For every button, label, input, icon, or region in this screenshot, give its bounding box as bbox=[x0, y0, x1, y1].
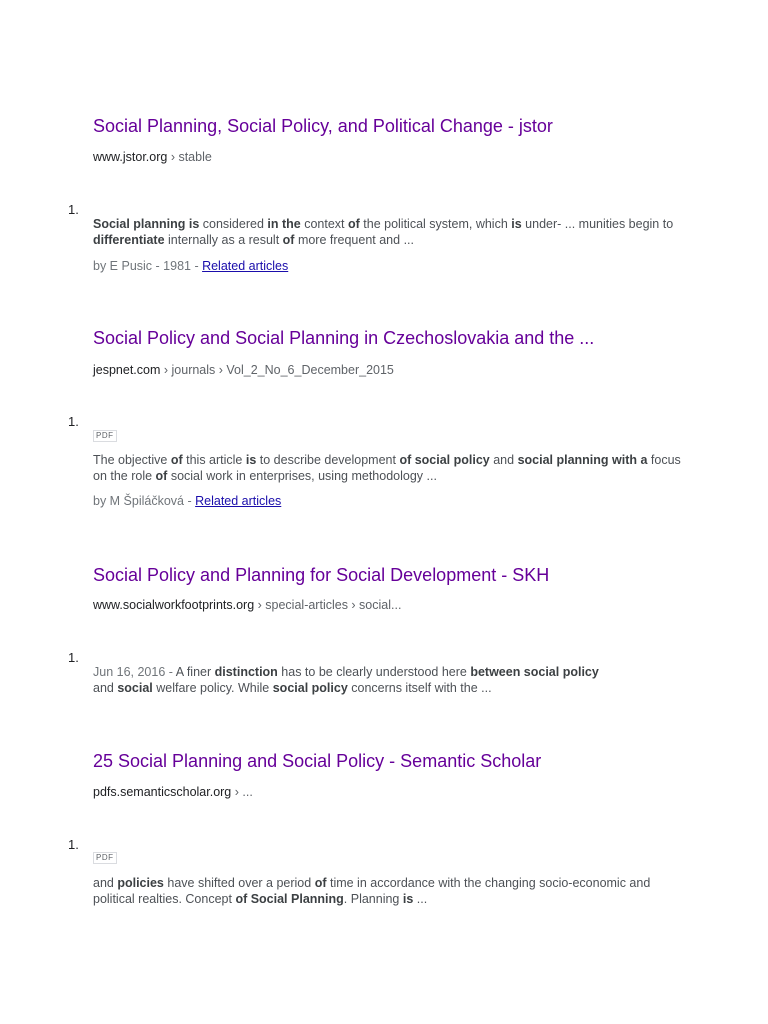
snippet-text: more frequent and ... bbox=[294, 233, 414, 247]
snippet-text: and bbox=[489, 453, 518, 467]
snippet-text: concerns itself with the ... bbox=[347, 681, 492, 695]
snippet-highlight: social planning with a bbox=[517, 453, 648, 467]
snippet-highlight: of Social Planning bbox=[235, 892, 344, 906]
snippet-highlight: distinction bbox=[214, 665, 278, 679]
snippet-highlight: of bbox=[170, 453, 183, 467]
result-path: › ... bbox=[231, 785, 253, 799]
result-author-year: by E Pusic - 1981 - bbox=[93, 259, 203, 273]
snippet-highlight: social bbox=[117, 681, 153, 695]
snippet-text: A finer bbox=[175, 665, 215, 679]
result-snippet bbox=[93, 875, 683, 907]
result-url bbox=[93, 362, 394, 378]
result-author-year: by M Špiláčková - bbox=[93, 494, 196, 508]
snippet-highlight: of bbox=[314, 876, 327, 890]
snippet-highlight: between social policy bbox=[470, 665, 599, 679]
snippet-text: and bbox=[93, 681, 118, 695]
snippet-highlight: social policy bbox=[272, 681, 348, 695]
snippet-text: to describe development bbox=[256, 453, 400, 467]
result-path: › stable bbox=[167, 150, 212, 164]
result-meta bbox=[93, 258, 288, 274]
snippet-highlight: of bbox=[155, 469, 168, 483]
snippet-highlight: in the bbox=[267, 217, 301, 231]
list-number: 1. bbox=[68, 650, 79, 665]
snippet-text: have shifted over a period bbox=[163, 876, 315, 890]
snippet-highlight: of bbox=[347, 217, 360, 231]
related-articles-link[interactable]: Related articles bbox=[195, 494, 282, 508]
snippet-text: . Planning bbox=[343, 892, 403, 906]
snippet-text: considered bbox=[199, 217, 268, 231]
result-path: › special-articles › social... bbox=[254, 598, 402, 612]
snippet-text: context bbox=[300, 217, 348, 231]
snippet-text: time in accordance with the changing socio-economic and political realties. Concept bbox=[93, 876, 651, 906]
snippet-text: has to be clearly understood here bbox=[277, 665, 471, 679]
result-title-link[interactable]: 25 Social Planning and Social Policy - Semantic Scholar bbox=[93, 751, 542, 771]
result-url bbox=[93, 784, 253, 800]
snippet-text: under- ... munities begin to bbox=[521, 217, 674, 231]
snippet-text: focus on the role bbox=[93, 453, 681, 483]
snippet-highlight: differentiate bbox=[93, 233, 165, 247]
result-snippet bbox=[93, 664, 613, 696]
result-meta bbox=[93, 493, 281, 509]
snippet-highlight: is bbox=[511, 217, 522, 231]
snippet-text: internally as a result bbox=[164, 233, 283, 247]
pdf-badge: PDF bbox=[93, 852, 117, 864]
result-title-link[interactable]: Social Policy and Planning for Social Development - SKH bbox=[93, 565, 550, 585]
result-title-link[interactable]: Social Planning, Social Policy, and Political Change - jstor bbox=[93, 116, 553, 136]
result-date: Jun 16, 2016 - bbox=[93, 665, 176, 679]
snippet-text: social work in enterprises, using methodology ... bbox=[167, 469, 437, 483]
snippet-text: and bbox=[93, 876, 118, 890]
snippet-text: The objective bbox=[93, 453, 171, 467]
result-domain: www.jstor.org bbox=[93, 150, 168, 164]
result-url bbox=[93, 597, 401, 613]
result-snippet bbox=[93, 216, 678, 248]
snippet-highlight: of social policy bbox=[399, 453, 490, 467]
result-title-link[interactable]: Social Policy and Social Planning in Czechoslovakia and the ... bbox=[93, 328, 595, 348]
snippet-highlight: of bbox=[282, 233, 295, 247]
pdf-badge: PDF bbox=[93, 430, 117, 442]
result-snippet bbox=[93, 452, 683, 484]
result-path: › journals › Vol_2_No_6_December_2015 bbox=[160, 363, 394, 377]
snippet-text: the political system, which bbox=[359, 217, 512, 231]
snippet-highlight: policies bbox=[117, 876, 164, 890]
result-domain: www.socialworkfootprints.org bbox=[93, 598, 255, 612]
snippet-text: welfare policy. While bbox=[152, 681, 273, 695]
snippet-highlight: is bbox=[245, 453, 257, 467]
list-number: 1. bbox=[68, 202, 79, 217]
related-articles-link[interactable]: Related articles bbox=[202, 259, 289, 273]
result-domain: jespnet.com bbox=[93, 363, 161, 377]
list-number: 1. bbox=[68, 837, 79, 852]
list-number: 1. bbox=[68, 414, 79, 429]
result-url bbox=[93, 149, 212, 165]
result-domain: pdfs.semanticscholar.org bbox=[93, 785, 232, 799]
snippet-text: ... bbox=[413, 892, 428, 906]
snippet-highlight: Social planning is bbox=[93, 217, 200, 231]
snippet-text: this article bbox=[182, 453, 246, 467]
snippet-highlight: is bbox=[402, 892, 414, 906]
